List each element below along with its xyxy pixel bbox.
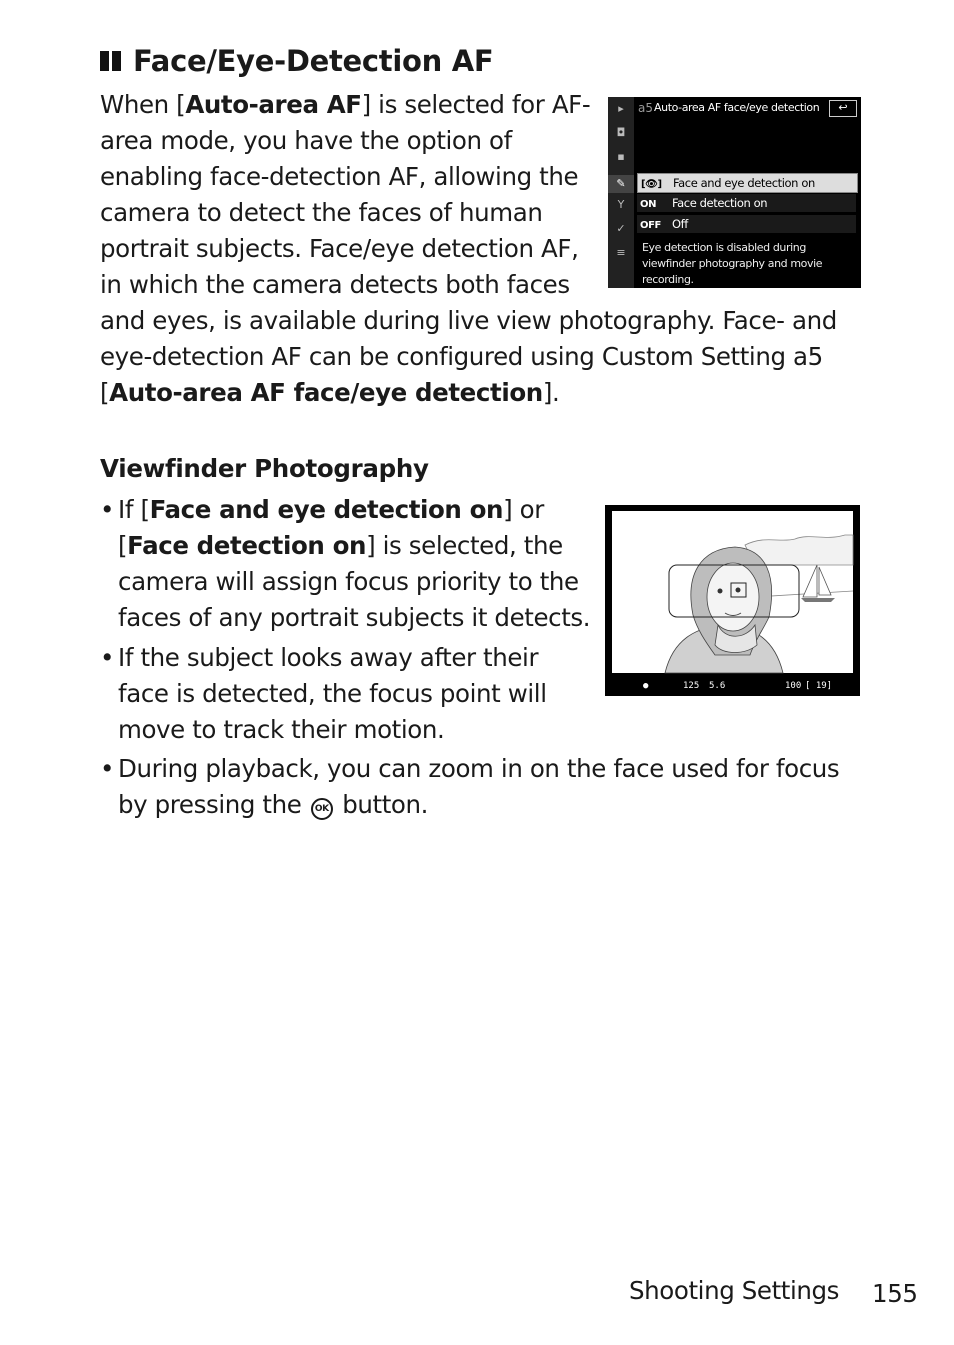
back-icon: ↩ [829,100,857,117]
face-on-icon: ON [640,199,657,210]
remaining-frames: [ 19] [805,681,833,691]
intro-line-5: portrait subjects. Face/eye detection AF, [100,234,579,263]
menu-tab-bar [608,97,634,288]
subject-eye [736,588,741,593]
focus-indicator-icon: ● [643,681,649,691]
viewfinder-illustration [605,505,860,696]
section-heading-text: Face/Eye-Detection AF [133,44,494,78]
camera-tab-icon: ◘ [616,126,626,139]
viewfinder-scene [605,505,860,696]
intro-line-6: in which the camera detects both faces [100,270,570,299]
ok-button-icon: OK [311,798,333,820]
footer-section-title: Shooting Settings [629,1276,840,1305]
intro-line-8: eye-detection AF can be configured using Custom Setting a5 [100,342,823,371]
section-heading [100,44,493,78]
shutter-speed: 125 [683,681,700,691]
setup-tab-icon: Y [617,198,625,211]
bullet-item-2: • If the subject looks away after their face is detected, the focus point will move to track their motion. [100,643,547,744]
page-number: 155 [872,1279,918,1308]
intro-line-4: camera to detect the faces of human [100,198,543,227]
face-off-icon: OFF [640,220,661,231]
intro-line-2: area mode, you have the option of [100,126,512,155]
subheading-viewfinder: Viewfinder Photography [100,454,429,483]
retouch-tab-icon: ✓ [616,222,626,235]
section-marker-icon [100,51,121,71]
menu-help-note: Eye detection is disabled during viewfinder photography and movie recording. [642,241,823,286]
face-eye-icon: [👁] [641,179,662,190]
intro-line-7: and eyes, is available during live view photography. Face- and [100,306,837,335]
subject-eye-left [718,589,723,594]
sailboat-hull [801,598,835,602]
bullet-item-1: • If [Face and eye detection on] or [Face detection on] is selected, the camera will assign focus priority to the faces of any portrait subjects it detects. [100,495,591,632]
camera-menu-screenshot [608,97,861,288]
intro-line-9: [Auto-area AF face/eye detection]. [100,378,560,407]
menu-option-face-eye: [👁] Face and eye detection on [637,173,858,193]
intro-line-3: enabling face-detection AF, allowing the [100,162,579,191]
menu-title: Auto-area AF face/eye detection [654,101,820,114]
custom-settings-tab-icon: ✎ [608,175,634,193]
intro-line-1: When [Auto-area AF] is selected for AF- [100,90,591,119]
my-menu-tab-icon: ≡ [616,246,626,259]
playback-tab-icon: ▸ [618,102,624,115]
bullet-item-3: • During playback, you can zoom in on the face used for focus by pressing the OK button. [100,754,840,819]
menu-option-face: ON Face detection on [637,194,856,212]
viewfinder-info-bar [605,677,860,696]
iso: 100 [785,681,802,691]
aperture: 5.6 [709,681,726,691]
menu-option-off: OFF Off [637,215,856,233]
movie-tab-icon: ▪ [617,150,625,163]
menu-item-code: a5 [638,101,653,115]
